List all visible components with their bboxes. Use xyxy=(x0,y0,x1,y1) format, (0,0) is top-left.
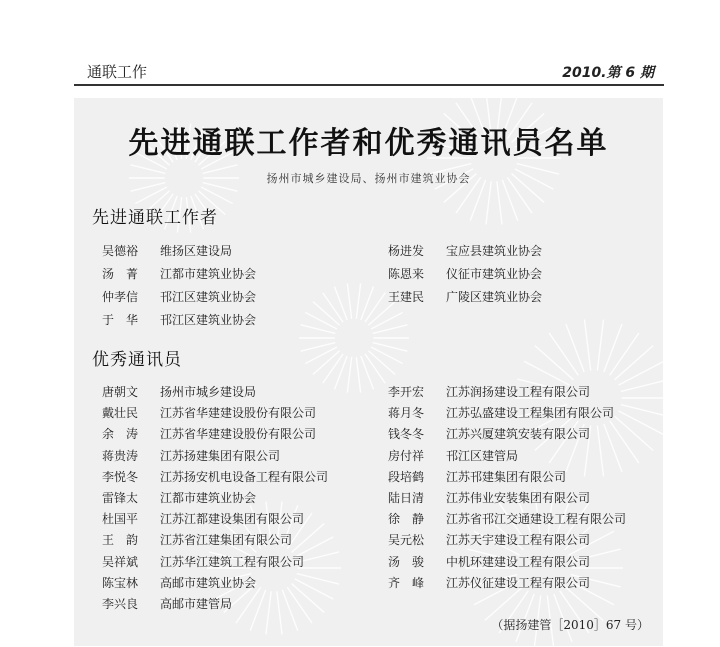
firework-ray xyxy=(292,584,325,613)
firework-ray xyxy=(323,293,343,322)
firework-ray xyxy=(597,425,603,476)
person-name: 陈宝林 xyxy=(102,575,139,590)
person-name: 王 韵 xyxy=(102,533,139,548)
firework-ray xyxy=(365,354,385,383)
person-name: 汤 骏 xyxy=(388,554,425,569)
organization-name: 江苏江都建设集团有限公司 xyxy=(160,512,305,527)
list-item xyxy=(102,425,316,442)
organization-name: 江苏兴厦建筑安装有限公司 xyxy=(446,427,591,442)
person-name: 雷锋太 xyxy=(102,491,139,505)
firework-ray xyxy=(313,302,340,326)
issue-number: 2010.第 6 期 xyxy=(562,65,654,81)
header-rule xyxy=(74,84,664,86)
organization-name: 扬州市城乡建设局 xyxy=(160,385,257,399)
person-name: 齐 峰 xyxy=(388,575,425,590)
person-name: 房付祥 xyxy=(388,448,425,463)
list-item xyxy=(388,425,590,442)
list-item xyxy=(102,595,232,612)
organization-name: 中机环建建设工程有限公司 xyxy=(446,554,591,569)
list-item xyxy=(102,553,304,570)
person-name: 戴壮民 xyxy=(102,406,139,421)
organization-name: 江苏省华建建设股份有限公司 xyxy=(160,406,317,421)
person-name: 吴元松 xyxy=(388,533,425,548)
firework-ray xyxy=(282,590,297,631)
person-name: 蒋月冬 xyxy=(388,406,425,421)
list-item xyxy=(388,242,542,259)
person-name: 徐 静 xyxy=(388,512,425,527)
firework-ray xyxy=(535,346,573,380)
person-name: 李兴良 xyxy=(102,597,139,611)
organization-name: 江都市建筑业协会 xyxy=(160,491,257,505)
person-name: 唐朝文 xyxy=(102,385,139,399)
firework-ray xyxy=(236,587,261,623)
firework-ray xyxy=(292,524,325,553)
firework-ray xyxy=(610,421,639,463)
organization-name: 仪征市建筑业协会 xyxy=(446,267,543,281)
firework-ray xyxy=(615,346,653,380)
organization-name: 江苏伟业安装集团有限公司 xyxy=(446,491,591,505)
organization-name: 江苏省华建建设股份有限公司 xyxy=(160,427,317,442)
person-name: 汤 菁 xyxy=(102,267,139,281)
document-title: 先进通联工作者和优秀通讯员名单 xyxy=(128,126,609,161)
firework-ray xyxy=(610,333,639,375)
list-item xyxy=(102,311,256,328)
list-item xyxy=(388,531,590,548)
person-name: 段培鹤 xyxy=(388,469,425,484)
person-name: 吴德裕 xyxy=(102,244,139,258)
person-name: 王建民 xyxy=(388,290,425,304)
list-item xyxy=(102,468,328,485)
organization-name: 江苏仪征建设工程有限公司 xyxy=(446,575,591,590)
list-item xyxy=(102,510,304,527)
organization-name: 高邮市建筑业协会 xyxy=(160,575,257,590)
firework-ray xyxy=(356,357,360,392)
organization-name: 邗江区建筑业协会 xyxy=(160,290,257,304)
organization-name: 宝应县建筑业协会 xyxy=(446,244,543,258)
firework-ray xyxy=(618,411,663,435)
firework-ray xyxy=(347,283,351,318)
firework-ray xyxy=(470,180,485,221)
organization-name: 江苏弘盛建设工程集团有限公司 xyxy=(446,406,615,421)
organization-name: 维扬区建设局 xyxy=(160,244,233,258)
list-item xyxy=(102,531,292,548)
person-name: 杜国平 xyxy=(102,512,139,527)
section-heading-advanced-workers: 先进通联工作者 xyxy=(92,208,218,228)
organization-name: 江苏润扬建设工程有限公司 xyxy=(446,385,591,399)
firework-ray xyxy=(323,354,343,383)
firework-ray xyxy=(334,287,347,320)
organization-name: 江苏扬安机电设备工程有限公司 xyxy=(160,469,329,484)
firework-ray xyxy=(566,324,584,372)
list-item xyxy=(388,553,590,570)
firework-ray xyxy=(584,320,590,371)
organization-name: 江都市建筑业协会 xyxy=(160,267,257,281)
column-name: 通联工作 xyxy=(87,63,148,81)
firework-ray xyxy=(287,587,312,623)
firework-ray xyxy=(486,181,491,224)
firework-ray xyxy=(524,361,569,385)
firework-ray xyxy=(368,351,395,375)
list-item xyxy=(388,468,566,485)
firework-ray xyxy=(361,287,374,320)
list-item xyxy=(388,489,590,506)
list-item xyxy=(102,383,256,400)
list-item xyxy=(102,574,256,591)
firework-ray xyxy=(313,351,340,375)
list-item xyxy=(388,383,590,400)
person-name: 李悦冬 xyxy=(102,469,139,484)
document-subtitle: 扬州市城乡建设局、扬州市建筑业协会 xyxy=(266,172,471,185)
firework-ray xyxy=(549,333,578,375)
firework-ray xyxy=(365,293,385,322)
organization-name: 邗江区建筑业协会 xyxy=(160,313,257,327)
firework-ray xyxy=(266,591,271,634)
person-name: 陆日清 xyxy=(388,491,425,505)
section-heading-correspondents: 优秀通讯员 xyxy=(92,350,182,370)
firework-ray xyxy=(297,574,339,584)
list-item xyxy=(102,242,232,259)
organization-name: 高邮市建管局 xyxy=(160,597,233,611)
person-name: 杨进发 xyxy=(388,244,425,258)
organization-name: 江苏省江建集团有限公司 xyxy=(160,533,293,548)
firework-ray xyxy=(361,356,374,389)
firework-ray xyxy=(618,361,663,385)
organization-name: 江苏邗建集团有限公司 xyxy=(446,469,567,484)
person-name: 李开宏 xyxy=(388,385,425,399)
list-item xyxy=(388,510,626,527)
firework-ray xyxy=(497,181,502,224)
organization-name: 江苏天宇建设工程有限公司 xyxy=(446,533,591,548)
firework-ray xyxy=(250,590,265,631)
firework-ray xyxy=(502,180,517,221)
firework-ray xyxy=(368,302,395,326)
firework-ray xyxy=(604,424,622,472)
firework-ray xyxy=(277,591,282,634)
firework-ray xyxy=(597,320,603,371)
firework-ray xyxy=(356,283,360,318)
person-name: 仲孝信 xyxy=(102,290,139,304)
organization-name: 邗江区建管局 xyxy=(446,448,519,463)
person-name: 蒋贵涛 xyxy=(102,448,139,463)
organization-name: 江苏华江建筑工程有限公司 xyxy=(160,554,305,569)
list-item xyxy=(388,288,542,305)
list-item xyxy=(102,489,256,506)
firework-ray xyxy=(615,416,653,450)
content-panel xyxy=(74,98,663,646)
firework-ray xyxy=(604,324,622,372)
person-name: 陈恩来 xyxy=(388,267,425,281)
list-item xyxy=(388,574,590,591)
list-item xyxy=(102,404,316,421)
person-name: 钱冬冬 xyxy=(388,427,425,442)
list-item xyxy=(102,288,256,305)
firework-ray xyxy=(347,357,351,392)
source-note: （据扬建管［2010］67 号） xyxy=(491,618,649,632)
firework-ray xyxy=(334,356,347,389)
list-item xyxy=(102,447,280,464)
list-item xyxy=(388,447,518,464)
list-item xyxy=(388,404,614,421)
person-name: 余 涛 xyxy=(102,427,139,442)
person-name: 于 华 xyxy=(102,313,139,327)
organization-name: 江苏扬建集团有限公司 xyxy=(160,448,281,463)
organization-name: 江苏省邗江交通建设工程有限公司 xyxy=(446,512,627,527)
firework-ray xyxy=(295,579,334,599)
person-name: 吴祥斌 xyxy=(102,554,139,569)
organization-name: 广陵区建筑业协会 xyxy=(446,290,543,304)
list-item xyxy=(102,265,256,282)
list-item xyxy=(388,265,542,282)
